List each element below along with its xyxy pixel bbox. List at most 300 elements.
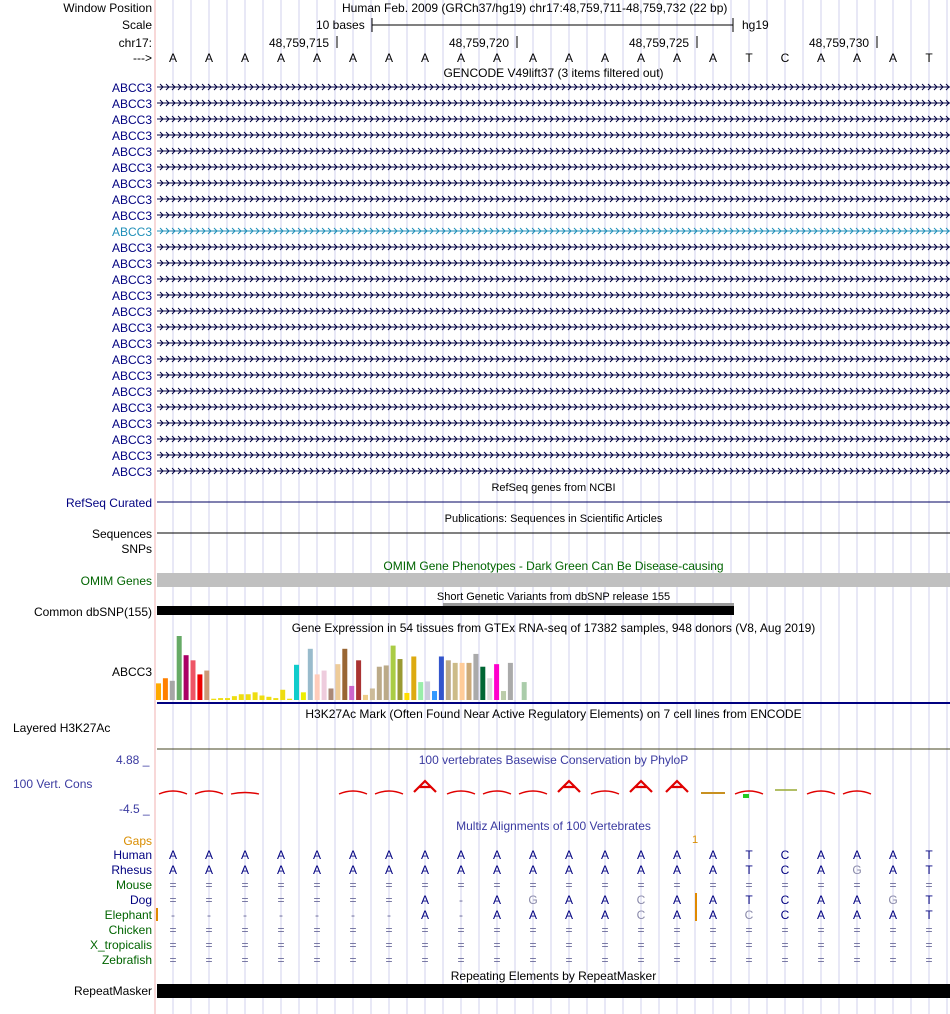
alignment-base: =: [421, 953, 429, 967]
gtex-tissue-bar: [494, 664, 499, 700]
reference-base: A: [312, 51, 321, 65]
conservation-glyph: [483, 791, 511, 794]
alignment-base: =: [637, 938, 645, 952]
alignment-base: T: [925, 893, 933, 907]
alignment-base: T: [925, 863, 933, 877]
alignment-base: =: [817, 923, 825, 937]
alignment-base: =: [169, 953, 177, 967]
conservation-glyph: [807, 791, 835, 794]
omim-track-title[interactable]: OMIM Gene Phenotypes - Dark Green Can Be Disease-causing: [383, 559, 724, 573]
alignment-base: A: [708, 863, 717, 877]
gtex-tissue-bar: [218, 698, 223, 700]
gencode-gene-label[interactable]: ABCC3: [111, 241, 152, 255]
gtex-tissue-bar: [522, 682, 527, 700]
alignment-base: A: [312, 848, 321, 862]
gtex-tissue-bar: [322, 671, 327, 700]
gtex-tissue-bar: [301, 692, 306, 700]
alignment-base: =: [169, 893, 177, 907]
alignment-base: =: [709, 953, 717, 967]
alignment-base: T: [925, 848, 933, 862]
alignment-base: =: [529, 923, 537, 937]
alignment-base: =: [565, 878, 573, 892]
species-label[interactable]: X_tropicalis: [89, 938, 152, 952]
ruler-position-4: 48,759,730: [809, 36, 870, 50]
alignment-base: =: [673, 938, 681, 952]
conservation-glyph: [743, 794, 749, 798]
gtex-tissue-bar: [335, 664, 340, 700]
alignment-base: A: [276, 863, 285, 877]
gencode-gene-label[interactable]: ABCC3: [111, 225, 152, 239]
h3k27ac-track-label[interactable]: Layered H3K27Ac: [13, 721, 111, 735]
gencode-gene-label[interactable]: ABCC3: [111, 353, 152, 367]
strand-label: --->: [133, 51, 152, 65]
alignment-base: =: [853, 938, 861, 952]
conservation-glyph: [339, 791, 367, 794]
alignment-base: A: [456, 848, 465, 862]
gencode-gene-label[interactable]: ABCC3: [111, 257, 152, 271]
gencode-gene-label[interactable]: ABCC3: [111, 417, 152, 431]
alignment-base: =: [745, 878, 753, 892]
alignment-base: C: [780, 848, 790, 862]
alignment-base: A: [528, 908, 537, 922]
alignment-base: =: [349, 893, 357, 907]
reference-base: A: [816, 51, 825, 65]
alignment-base: =: [385, 923, 393, 937]
multiz-track-title[interactable]: Multiz Alignments of 100 Vertebrates: [456, 819, 651, 833]
alignment-base: =: [205, 878, 213, 892]
gtex-tissue-bar: [487, 678, 492, 700]
alignment-base: A: [708, 848, 717, 862]
alignment-base: A: [636, 863, 645, 877]
alignment-base: =: [205, 938, 213, 952]
alignment-base: A: [636, 848, 645, 862]
alignment-base: A: [708, 908, 717, 922]
gtex-tissue-bar: [439, 656, 444, 700]
conservation-glyph: [735, 791, 763, 794]
reference-base: T: [925, 51, 933, 65]
alignment-base: =: [277, 938, 285, 952]
alignment-base: =: [385, 953, 393, 967]
alignment-base: =: [889, 923, 897, 937]
alignment-base: A: [816, 848, 825, 862]
omim-track-label[interactable]: OMIM Genes: [80, 574, 152, 588]
gtex-tissue-bar: [191, 660, 196, 700]
alignment-base: =: [313, 878, 321, 892]
alignment-base: A: [852, 848, 861, 862]
gencode-gene-label[interactable]: ABCC3: [111, 97, 152, 111]
alignment-base: =: [241, 878, 249, 892]
alignment-base: =: [313, 938, 321, 952]
alignment-base: -: [459, 893, 463, 907]
chrom-label: chr17:: [118, 36, 152, 50]
alignment-base: =: [277, 893, 285, 907]
alignment-base: =: [853, 878, 861, 892]
alignment-base: =: [493, 923, 501, 937]
alignment-base: A: [492, 848, 501, 862]
reference-base: A: [708, 51, 717, 65]
alignment-base: =: [781, 938, 789, 952]
alignment-base: =: [277, 953, 285, 967]
alignment-base: =: [493, 953, 501, 967]
gencode-gene-label[interactable]: ABCC3: [111, 273, 152, 287]
gencode-gene-label[interactable]: ABCC3: [111, 337, 152, 351]
conservation-letter-glyph: [630, 781, 652, 792]
alignment-base: A: [276, 848, 285, 862]
species-label[interactable]: Human: [113, 848, 152, 862]
alignment-base: =: [385, 893, 393, 907]
alignment-base: -: [315, 908, 319, 922]
alignment-base: =: [565, 923, 573, 937]
dbsnp-track-title[interactable]: Short Genetic Variants from dbSNP release 155: [436, 591, 671, 603]
alignment-base: =: [817, 953, 825, 967]
gtex-tissue-bar: [356, 660, 361, 700]
species-label[interactable]: Chicken: [108, 923, 152, 937]
gtex-tissue-bar: [225, 698, 230, 700]
conservation-glyph: [843, 791, 871, 794]
alignment-base: =: [925, 878, 933, 892]
alignment-base: A: [888, 863, 897, 877]
gencode-gene-label[interactable]: ABCC3: [111, 209, 152, 223]
alignment-base: A: [492, 908, 501, 922]
conservation-max-value: 4.88 _: [116, 753, 150, 767]
reference-base: T: [745, 51, 753, 65]
reference-base: A: [492, 51, 501, 65]
gtex-tissue-bar: [315, 674, 320, 700]
ruler-position-2: 48,759,720: [449, 36, 510, 50]
assembly-title: Human Feb. 2009 (GRCh37/hg19) chr17:48,759,711-48,759,732 (22 bp): [342, 1, 728, 15]
gencode-gene-label[interactable]: ABCC3: [111, 401, 152, 415]
alignment-base: =: [457, 878, 465, 892]
alignment-base: =: [241, 893, 249, 907]
gtex-tissue-bar: [280, 690, 285, 700]
conservation-glyph: [519, 791, 547, 794]
alignment-base: =: [457, 923, 465, 937]
alignment-base: =: [925, 923, 933, 937]
conservation-glyph: [447, 791, 475, 794]
reference-base: C: [780, 51, 790, 65]
reference-base: A: [636, 51, 645, 65]
reference-base: A: [348, 51, 357, 65]
gtex-tissue-bar: [404, 693, 409, 700]
alignment-base: =: [277, 923, 285, 937]
gtex-tissue-bar: [177, 636, 182, 700]
alignment-base: =: [889, 878, 897, 892]
gtex-tissue-bar: [453, 663, 458, 700]
conservation-glyph: [195, 791, 223, 794]
alignment-base: G: [852, 863, 862, 877]
reference-base: A: [276, 51, 285, 65]
conservation-glyph: [375, 791, 403, 794]
alignment-base: -: [351, 908, 355, 922]
alignment-base: A: [600, 863, 609, 877]
alignment-base: -: [207, 908, 211, 922]
gtex-tissue-bar: [211, 699, 216, 700]
alignment-base: C: [780, 893, 790, 907]
gtex-tissue-bar: [508, 663, 513, 700]
alignment-base: =: [925, 938, 933, 952]
gtex-tissue-bar: [418, 682, 423, 700]
alignment-base: A: [384, 848, 393, 862]
reference-base: A: [852, 51, 861, 65]
alignment-base: A: [564, 863, 573, 877]
ruler-position-1: 48,759,715: [269, 36, 330, 50]
dbsnp-track-label[interactable]: Common dbSNP(155): [33, 605, 152, 619]
gtex-tissue-bar: [163, 678, 168, 700]
gtex-tissue-bar: [273, 698, 278, 700]
gencode-gene-label[interactable]: ABCC3: [111, 369, 152, 383]
conservation-track-label[interactable]: 100 Vert. Cons: [13, 777, 93, 791]
alignment-base: =: [493, 878, 501, 892]
alignment-base: -: [387, 908, 391, 922]
publications-track-title[interactable]: Publications: Sequences in Scientific Articles: [444, 513, 663, 525]
scale-label: Scale: [121, 18, 152, 32]
conservation-letter-glyph: [666, 781, 688, 792]
alignment-base: A: [420, 893, 429, 907]
alignment-base: A: [600, 908, 609, 922]
alignment-base: =: [781, 953, 789, 967]
gencode-gene-label[interactable]: ABCC3: [111, 145, 152, 159]
reference-base: A: [456, 51, 465, 65]
alignment-base: A: [672, 863, 681, 877]
alignment-base: =: [601, 953, 609, 967]
reference-base: A: [564, 51, 573, 65]
reference-base: A: [888, 51, 897, 65]
reference-base: A: [168, 51, 177, 65]
alignment-base: =: [385, 938, 393, 952]
alignment-base: =: [457, 953, 465, 967]
gtex-tissue-bar: [425, 681, 430, 700]
alignment-base: A: [564, 848, 573, 862]
conservation-track-title[interactable]: 100 vertebrates Basewise Conservation by PhyloP: [418, 753, 689, 767]
conservation-min-value: -4.5 _: [119, 802, 150, 816]
alignment-base: A: [816, 908, 825, 922]
alignment-base: A: [240, 863, 249, 877]
alignment-base: =: [709, 923, 717, 937]
alignment-base: =: [349, 938, 357, 952]
alignment-base: -: [279, 908, 283, 922]
alignment-base: =: [421, 878, 429, 892]
alignment-base: -: [171, 908, 175, 922]
alignment-base: A: [888, 908, 897, 922]
alignment-base: C: [780, 908, 790, 922]
alignment-base: A: [672, 848, 681, 862]
alignment-base: C: [744, 908, 754, 922]
alignment-base: =: [421, 938, 429, 952]
alignment-base: T: [745, 863, 753, 877]
repeatmasker-feature-bar: [157, 984, 950, 998]
gtex-tissue-bar: [384, 665, 389, 700]
alignment-base: A: [492, 863, 501, 877]
alignment-base: C: [780, 863, 790, 877]
gencode-gene-label[interactable]: ABCC3: [111, 289, 152, 303]
sequences-track-label[interactable]: Sequences: [91, 527, 152, 541]
alignment-base: A: [708, 893, 717, 907]
alignment-base: =: [709, 938, 717, 952]
alignment-base: A: [348, 848, 357, 862]
alignment-base: G: [888, 893, 898, 907]
alignment-base: =: [349, 878, 357, 892]
alignment-base: A: [168, 848, 177, 862]
conservation-glyph: [591, 791, 619, 794]
alignment-base: A: [564, 893, 573, 907]
alignment-base: A: [816, 893, 825, 907]
snps-track-label[interactable]: SNPs: [121, 542, 152, 556]
alignment-base: =: [205, 923, 213, 937]
gtex-tissue-bar: [480, 667, 485, 700]
alignment-base: A: [564, 908, 573, 922]
alignment-base: A: [600, 848, 609, 862]
alignment-base: =: [745, 923, 753, 937]
gtex-tissue-bar: [287, 699, 292, 700]
window-position-label: Window Position: [63, 1, 152, 15]
reference-base: A: [204, 51, 213, 65]
gencode-gene-label[interactable]: ABCC3: [111, 385, 152, 399]
gtex-tissue-bar: [501, 691, 506, 700]
alignment-base: =: [205, 893, 213, 907]
alignment-base: =: [745, 953, 753, 967]
gencode-gene-label[interactable]: ABCC3: [111, 193, 152, 207]
gtex-tissue-bar: [308, 649, 313, 700]
alignment-base: -: [243, 908, 247, 922]
gencode-gene-label[interactable]: ABCC3: [111, 81, 152, 95]
species-label[interactable]: Elephant: [104, 908, 152, 922]
alignment-base: =: [529, 953, 537, 967]
alignment-base: T: [745, 893, 753, 907]
gencode-gene-label[interactable]: ABCC3: [111, 129, 152, 143]
reference-base: A: [240, 51, 249, 65]
alignment-base: =: [601, 938, 609, 952]
conservation-glyph: [159, 791, 187, 794]
alignment-base: =: [889, 953, 897, 967]
alignment-base: A: [384, 863, 393, 877]
alignment-base: A: [528, 848, 537, 862]
refseq-track-title[interactable]: RefSeq genes from NCBI: [491, 482, 616, 494]
alignment-base: A: [168, 863, 177, 877]
gtex-track-title[interactable]: Gene Expression in 54 tissues from GTEx RNA-seq of 17382 samples, 948 donors (V8, Aug 2019): [291, 621, 816, 635]
refseq-track-label[interactable]: RefSeq Curated: [65, 496, 152, 510]
alignment-base: A: [672, 908, 681, 922]
reference-base: A: [420, 51, 429, 65]
gtex-tissue-bar: [204, 671, 209, 700]
alignment-base: =: [349, 953, 357, 967]
alignment-base: A: [420, 863, 429, 877]
reference-base: A: [384, 51, 393, 65]
alignment-base: =: [601, 923, 609, 937]
alignment-base: =: [313, 893, 321, 907]
gaps-label: Gaps: [123, 834, 152, 848]
alignment-base: =: [925, 953, 933, 967]
gtex-tissue-bar: [391, 646, 396, 700]
reference-base: A: [528, 51, 537, 65]
alignment-base: =: [277, 878, 285, 892]
alignment-base: A: [888, 848, 897, 862]
alignment-base: =: [709, 878, 717, 892]
alignment-base: =: [241, 953, 249, 967]
gencode-track-title[interactable]: GENCODE V49lift37 (3 items filtered out): [443, 66, 664, 80]
gtex-tissue-bar: [398, 659, 403, 700]
repeatmasker-track-label[interactable]: RepeatMasker: [73, 984, 152, 998]
alignment-base: =: [673, 878, 681, 892]
gtex-tissue-bar: [294, 665, 299, 700]
gtex-gene-label[interactable]: ABCC3: [111, 665, 152, 679]
gencode-gene-label[interactable]: ABCC3: [111, 161, 152, 175]
gtex-tissue-bar: [473, 654, 478, 700]
gtex-tissue-bar: [467, 663, 472, 700]
alignment-base: =: [637, 953, 645, 967]
conservation-letter-glyph: [558, 781, 580, 792]
alignment-base: T: [745, 848, 753, 862]
gencode-gene-label[interactable]: ABCC3: [111, 305, 152, 319]
alignment-base: =: [817, 878, 825, 892]
gtex-tissue-bar: [329, 688, 334, 700]
alignment-base: =: [493, 938, 501, 952]
alignment-base: A: [672, 893, 681, 907]
repeatmasker-track-title[interactable]: Repeating Elements by RepeatMasker: [450, 969, 657, 983]
gtex-tissue-bar: [446, 660, 451, 700]
alignment-base: =: [529, 938, 537, 952]
alignment-base: =: [169, 938, 177, 952]
gtex-tissue-bar: [197, 674, 202, 700]
species-label[interactable]: Mouse: [115, 878, 152, 892]
alignment-base: =: [565, 953, 573, 967]
alignment-base: =: [457, 938, 465, 952]
alignment-base: =: [889, 938, 897, 952]
alignment-base: =: [601, 878, 609, 892]
species-label[interactable]: Rhesus: [111, 863, 152, 877]
alignment-base: =: [313, 953, 321, 967]
gencode-gene-label[interactable]: ABCC3: [111, 321, 152, 335]
gtex-tissue-bar: [363, 695, 368, 700]
alignment-base: A: [204, 848, 213, 862]
alignment-base: =: [205, 953, 213, 967]
alignment-base: A: [420, 848, 429, 862]
gencode-gene-label[interactable]: ABCC3: [111, 113, 152, 127]
species-label[interactable]: Zebrafish: [101, 953, 152, 967]
alignment-base: G: [528, 893, 538, 907]
reference-base: A: [600, 51, 609, 65]
alignment-base: A: [852, 893, 861, 907]
alignment-base: A: [816, 863, 825, 877]
dbsnp-variant-bar: [157, 606, 734, 615]
gtex-tissue-bar: [342, 649, 347, 700]
gtex-tissue-bar: [349, 686, 354, 700]
h3k27ac-track-title[interactable]: H3K27Ac Mark (Often Found Near Active Regulatory Elements) on 7 cell lines from ENCODE: [305, 707, 802, 721]
alignment-base: C: [636, 908, 646, 922]
gencode-gene-label[interactable]: ABCC3: [111, 177, 152, 191]
alignment-base: A: [240, 848, 249, 862]
gtex-tissue-bar: [232, 696, 237, 700]
species-label[interactable]: Dog: [129, 893, 152, 907]
scale-text: 10 bases: [316, 18, 365, 32]
gencode-gene-label[interactable]: ABCC3: [111, 465, 152, 479]
alignment-base: A: [528, 863, 537, 877]
alignment-base: A: [312, 863, 321, 877]
alignment-base: A: [852, 908, 861, 922]
scale-db: hg19: [742, 18, 769, 32]
alignment-base: =: [781, 923, 789, 937]
alignment-base: T: [925, 908, 933, 922]
alignment-base: =: [853, 953, 861, 967]
gencode-gene-label[interactable]: ABCC3: [111, 433, 152, 447]
alignment-base: A: [456, 863, 465, 877]
alignment-base: =: [349, 923, 357, 937]
alignment-base: A: [348, 863, 357, 877]
gtex-tissue-bar: [460, 663, 465, 700]
gtex-tissue-bar: [156, 683, 161, 700]
alignment-base: A: [204, 863, 213, 877]
alignment-base: =: [421, 923, 429, 937]
gencode-gene-label[interactable]: ABCC3: [111, 449, 152, 463]
